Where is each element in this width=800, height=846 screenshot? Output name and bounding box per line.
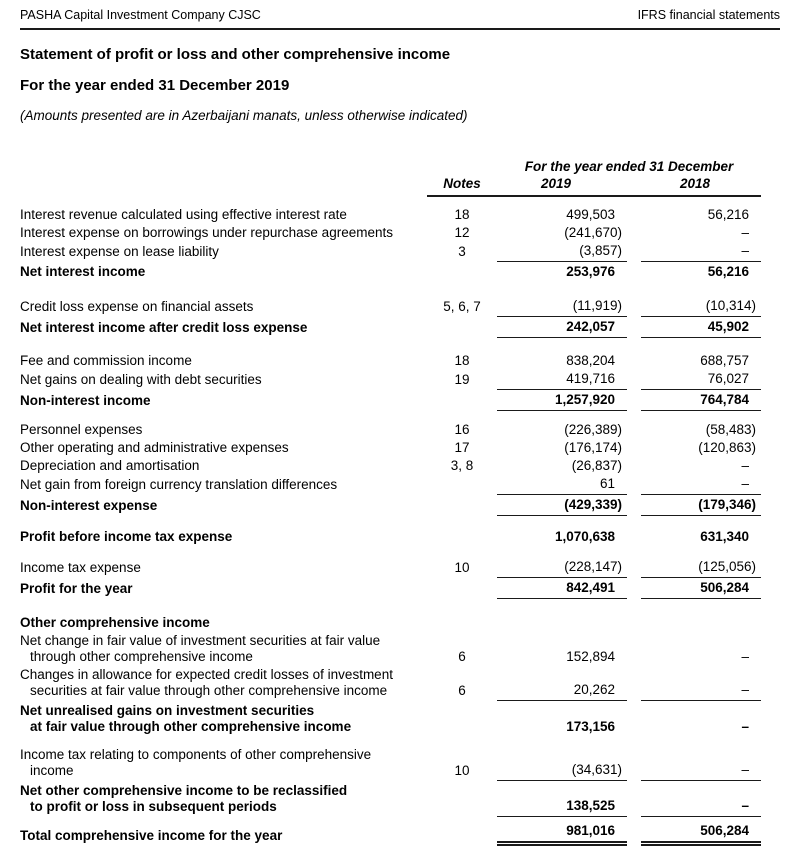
row-notes: 6 <box>458 683 466 698</box>
year-2019-column-header: 2019 <box>540 176 572 191</box>
row-value-2019: 138,525 <box>497 798 627 817</box>
row-label-line: Fee and commission income <box>20 353 192 368</box>
statement-row <box>20 559 780 578</box>
row-value-2019: 842,491 <box>497 580 627 599</box>
row-label-line: Personnel expenses <box>20 422 143 437</box>
row-label-line: Profit before income tax expense <box>20 529 233 544</box>
statement-row <box>20 667 780 701</box>
row-notes: 19 <box>454 372 470 387</box>
row-value-2019: 838,204 <box>566 353 615 368</box>
row-value-2019: 1,070,638 <box>554 529 615 544</box>
row-label <box>20 747 427 781</box>
row-value-2018: 764,784 <box>641 392 761 411</box>
row-value-2018: (58,483) <box>705 422 756 437</box>
row-label <box>20 264 427 282</box>
statement-row <box>20 353 780 371</box>
row-label <box>20 581 427 599</box>
row-label <box>20 667 427 701</box>
row-label-line: Credit loss expense on financial assets <box>20 299 254 314</box>
row-notes <box>427 409 497 411</box>
statement-row <box>20 243 780 262</box>
row-label <box>20 422 427 440</box>
row-label-line: Net interest income after credit loss expense <box>20 320 308 335</box>
row-label <box>20 299 427 317</box>
statement-rows <box>20 207 780 846</box>
row-value-2018: 56,216 <box>707 207 749 222</box>
row-label-line: through other comprehensive income <box>30 649 253 664</box>
row-notes: 18 <box>454 207 470 222</box>
document-header <box>20 8 780 30</box>
row-value-2018: – <box>641 476 761 495</box>
row-label <box>20 529 427 547</box>
row-value-2018: (10,314) <box>641 298 761 317</box>
statement-row <box>20 747 780 781</box>
statement-row <box>20 392 780 411</box>
row-notes <box>427 514 497 516</box>
row-notes: 18 <box>454 353 470 368</box>
row-label-line: Net gain from foreign currency translation differences <box>20 477 338 492</box>
row-label <box>20 207 427 225</box>
row-value-2019: 173,156 <box>566 719 615 734</box>
row-value-2019: 152,894 <box>566 649 615 664</box>
row-value-2018: – <box>741 458 749 473</box>
row-label-line: Depreciation and amortisation <box>20 458 200 473</box>
row-value-2019: (11,919) <box>497 298 627 317</box>
row-value-2018: (125,056) <box>641 559 761 578</box>
row-value-2019: 499,503 <box>566 207 615 222</box>
row-value-2018 <box>641 631 761 633</box>
row-label <box>20 320 427 338</box>
statement-row <box>20 476 780 495</box>
statement-row <box>20 319 780 338</box>
row-value-2018: 506,284 <box>641 580 761 599</box>
row-label <box>20 372 427 390</box>
row-value-2019: (429,339) <box>497 497 627 516</box>
row-value-2019: 61 <box>497 476 627 495</box>
row-label <box>20 498 427 516</box>
row-value-2018: – <box>641 243 761 262</box>
notes-column-header: Notes <box>443 176 481 191</box>
row-label <box>20 828 427 846</box>
statement-row <box>20 633 780 667</box>
row-label-line: Net unrealised gains on investment securities <box>20 703 315 718</box>
row-value-2019: (34,631) <box>497 762 627 781</box>
row-label <box>20 560 427 578</box>
row-label <box>20 353 427 371</box>
statement-row <box>20 371 780 390</box>
statement-row <box>20 529 780 547</box>
row-label <box>20 615 427 633</box>
row-value-2018: 76,027 <box>641 371 761 390</box>
statement-row <box>20 225 780 243</box>
company-name: PASHA Capital Investment Company CJSC <box>20 8 261 22</box>
row-notes: 16 <box>454 422 470 437</box>
statement-row <box>20 497 780 516</box>
row-value-2018: (120,863) <box>698 440 756 455</box>
row-value-2018: – <box>741 649 749 664</box>
row-label <box>20 633 427 667</box>
statement-row <box>20 422 780 440</box>
row-value-2018: – <box>741 225 749 240</box>
row-label <box>20 393 427 411</box>
statement-row <box>20 703 780 737</box>
row-notes: 10 <box>454 560 470 575</box>
statement-row <box>20 580 780 599</box>
statement-row <box>20 783 780 817</box>
row-label-line: Interest expense on lease liability <box>20 244 219 259</box>
row-notes <box>427 336 497 338</box>
row-notes <box>427 815 497 817</box>
row-label-line: Profit for the year <box>20 581 133 596</box>
row-value-2018: 45,902 <box>641 319 761 338</box>
row-label <box>20 458 427 476</box>
row-label-line: to profit or loss in subsequent periods <box>30 799 277 814</box>
row-value-2018: 506,284 <box>641 823 761 846</box>
page-title: Statement of profit or loss and other comprehensive income <box>20 46 451 63</box>
row-notes <box>427 735 497 737</box>
row-value-2018: – <box>641 682 761 701</box>
row-value-2019: (228,147) <box>497 559 627 578</box>
row-label-line: Non-interest income <box>20 393 151 408</box>
row-label-line: Income tax expense <box>20 560 141 575</box>
row-label <box>20 703 427 737</box>
row-value-2019: (226,389) <box>564 422 622 437</box>
row-value-2018: – <box>641 762 761 781</box>
row-notes <box>427 493 497 495</box>
row-value-2019 <box>497 631 627 633</box>
row-label-line: securities at fair value through other comprehensive income <box>30 683 388 698</box>
period-subtitle: For the year ended 31 December 2019 <box>20 77 290 94</box>
statement-row <box>20 440 780 458</box>
year-2018-column-header: 2018 <box>679 176 711 191</box>
row-value-2018: (179,346) <box>641 497 761 516</box>
row-label-line: Net gains on dealing with debt securities <box>20 372 262 387</box>
row-value-2018: – <box>641 798 761 817</box>
row-label-line: Net interest income <box>20 264 146 279</box>
row-label-line: Changes in allowance for expected credit losses of investment <box>20 667 393 682</box>
statement-row <box>20 264 780 282</box>
profit-loss-table <box>20 159 780 846</box>
row-label-line: Non-interest expense <box>20 498 158 513</box>
row-value-2018: 631,340 <box>700 529 749 544</box>
row-notes: 5, 6, 7 <box>443 299 481 314</box>
period-header-row <box>20 159 780 175</box>
row-value-2019: (3,857) <box>497 243 627 262</box>
row-label-line: Net change in fair value of investment securities at fair value <box>20 633 381 648</box>
row-value-2019: 419,716 <box>497 371 627 390</box>
row-value-2019: (176,174) <box>564 440 622 455</box>
row-label-line: Other operating and administrative expenses <box>20 440 289 455</box>
row-notes <box>427 545 497 547</box>
row-label <box>20 783 427 817</box>
row-notes: 12 <box>454 225 470 240</box>
row-notes: 3 <box>458 244 466 259</box>
row-value-2019: 242,057 <box>497 319 627 338</box>
row-label-line: at fair value through other comprehensive income <box>30 719 352 734</box>
row-value-2019: 1,257,920 <box>497 392 627 411</box>
row-label-line: Interest revenue calculated using effective interest rate <box>20 207 347 222</box>
row-notes <box>427 631 497 633</box>
row-notes <box>427 280 497 282</box>
statement-row <box>20 207 780 225</box>
statement-row <box>20 615 780 633</box>
statement-row <box>20 298 780 317</box>
document-type-label: IFRS financial statements <box>637 8 780 22</box>
row-label-line: Interest expense on borrowings under repurchase agreements <box>20 225 393 240</box>
row-value-2019: 253,976 <box>566 264 615 279</box>
row-notes: 3, 8 <box>450 458 474 473</box>
currency-note: (Amounts presented are in Azerbaijani manats, unless otherwise indicated) <box>20 108 468 123</box>
period-group-header: For the year ended 31 December <box>524 159 734 174</box>
row-label <box>20 440 427 458</box>
row-value-2018: – <box>741 719 749 734</box>
row-notes: 10 <box>454 763 470 778</box>
row-value-2018: 688,757 <box>700 353 749 368</box>
statement-row <box>20 458 780 476</box>
row-label-line: Other comprehensive income <box>20 615 210 630</box>
row-value-2019: 981,016 <box>497 823 627 846</box>
row-value-2019: (241,670) <box>564 225 622 240</box>
row-value-2019: (26,837) <box>571 458 622 473</box>
row-notes <box>427 597 497 599</box>
row-label-line: Total comprehensive income for the year <box>20 828 283 843</box>
row-label <box>20 244 427 262</box>
row-value-2019: 20,262 <box>497 682 627 701</box>
row-label-line: Net other comprehensive income to be reclassified <box>20 783 348 798</box>
statement-row <box>20 823 780 846</box>
row-label <box>20 225 427 243</box>
row-label-line: Income tax relating to components of other comprehensive <box>20 747 372 762</box>
row-notes: 17 <box>454 440 470 455</box>
column-header-row <box>20 176 780 197</box>
row-label <box>20 477 427 495</box>
row-notes: 6 <box>458 649 466 664</box>
row-label-line: income <box>30 763 74 778</box>
row-value-2018: 56,216 <box>707 264 749 279</box>
